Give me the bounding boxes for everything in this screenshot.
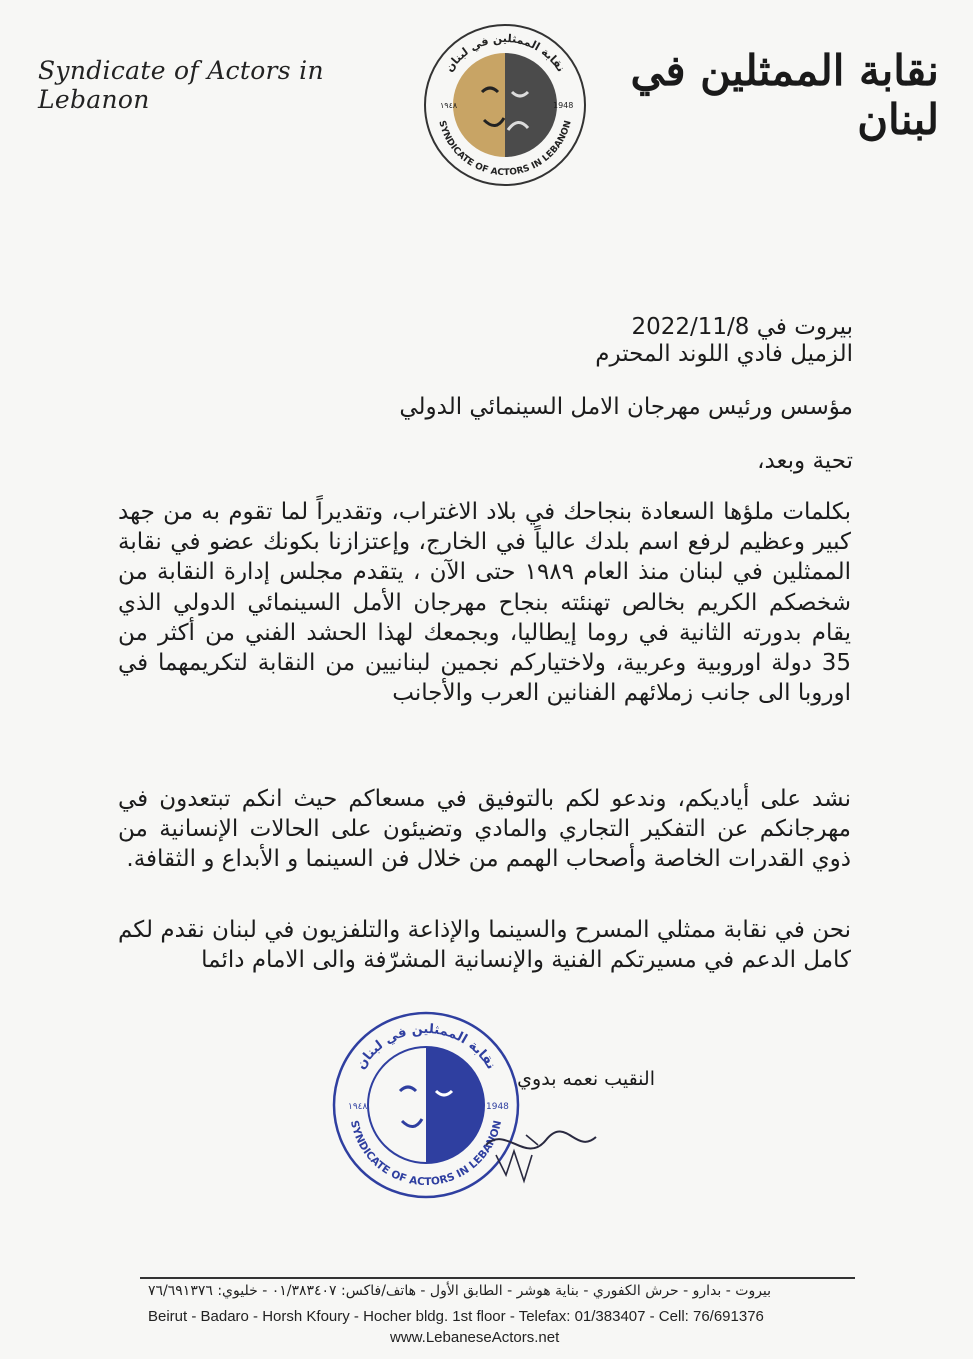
signature-name: النقيب نعمه بدوي xyxy=(517,1068,655,1090)
stamp-ring-text-en: SYNDICATE OF ACTORS IN LEBANON xyxy=(347,1119,505,1189)
recipient-title: مؤسس ورئيس مهرجان الامل السينمائي الدولي xyxy=(399,394,853,420)
greeting: تحية وبعد، xyxy=(757,448,853,474)
stamp-year-ar: ١٩٤٨ xyxy=(348,1102,368,1112)
handwritten-signature xyxy=(466,1115,606,1195)
recipient-name: الزميل فادي اللوند المحترم xyxy=(595,341,853,367)
footer-address-en: Beirut - Badaro - Horsh Kfoury - Hocher bldg. 1st floor - Telefax: 01/383407 - Cell: 76/691376 xyxy=(148,1308,764,1325)
paragraph-2: نشد على أياديكم، وندعو لكم بالتوفيق في مسعاكم حيث انكم تبتعدون في مهرجانكم عن التفكير التجاري والمادي وتضيئون على الحالات الإنسانية من ذوي القدرات الخاصة وأصحاب الهمم من خلال فن السينما و الأبداع و الثقافة. xyxy=(118,786,851,873)
stamp-year-en: 1948 xyxy=(486,1102,509,1112)
logo-ring-text-ar: نقابة الممثلين في لبنان xyxy=(442,31,568,75)
letterhead-name-en: Syndicate of Actors in Lebanon xyxy=(38,56,324,114)
theatre-mask-logo xyxy=(420,20,590,190)
logo-year-ar: ١٩٤٨ xyxy=(440,101,458,110)
paragraph-3: نحن في نقابة ممثلي المسرح والسينما والإذاعة والتلفزيون في لبنان نقدم لكم كامل الدعم في مسيرتكم الفنية والإنسانية المشرّفة والى الامام دائما xyxy=(118,917,851,974)
letterhead-name-ar: نقابة الممثلين في لبنان xyxy=(630,46,939,144)
logo-year-en: 1948 xyxy=(553,101,574,110)
paragraph-1: بكلمات ملؤها السعادة بنجاحك في بلاد الاغتراب، وتقديراً لما تقوم به من جهد كبير وعظيم لرفع اسم بلدك عالياً في الخارج، وإعتزازنا بكونك عضو في نقابة الممثلين في لبنان منذ العام ١٩٨٩ حتى الآن ، يتقدم مجلس إدارة النقابة من شخصكم الكريم بخالص تهنئته بنجاح مهرجان الأمل السينمائي الدولي الذي يقام بدورته الثانية في روما إيطاليا، وبجمعك لهذا الحشد الفني من أكثر من 35 دولة اوروبية وعربية، ولاختياركم نجمين لبنانيين من النقابة لتكريمهما في اوروبا الى جانب زملائهم الفنانين العرب والأجانب xyxy=(118,499,851,707)
footer-divider xyxy=(140,1277,855,1279)
footer-address-ar: بيروت - بدارو - حرش الكفوري - بناية هوشر - الطابق الأول - هاتف/فاكس: ٠١/٣٨٣٤٠٧ - خليوي: ٧٦/٦٩١٣٧٦ xyxy=(148,1283,772,1299)
date-line: بيروت في 2022/11/8 xyxy=(631,314,853,340)
footer-website: www.LebaneseActors.net xyxy=(390,1329,560,1346)
logo-ring-text-en: SYNDICATE OF ACTORS IN LEBANON xyxy=(436,119,574,179)
stamp-ring-text-ar: نقابة الممثلين في لبنان xyxy=(353,1021,499,1073)
